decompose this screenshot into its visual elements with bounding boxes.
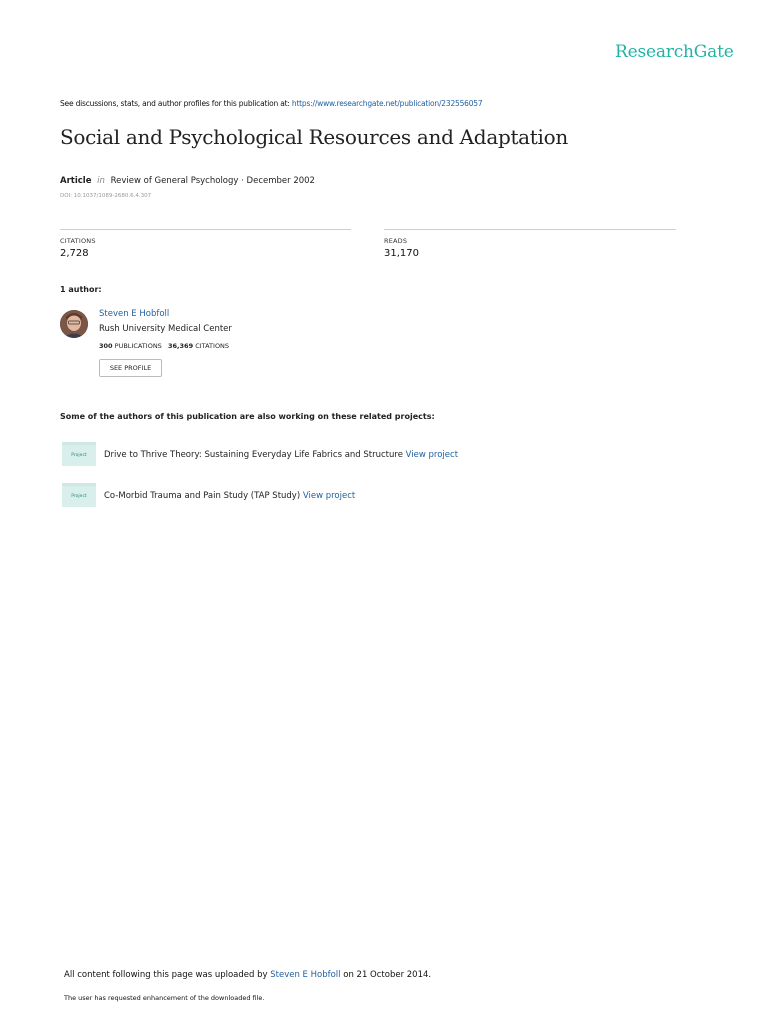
related-projects-heading: Some of the authors of this publication are also working on these related projects: bbox=[60, 412, 435, 421]
in-word: in bbox=[97, 176, 105, 186]
reads-divider bbox=[384, 229, 676, 230]
doi: DOI: 10.1037/1089-2680.6.4.307 bbox=[60, 193, 152, 199]
project-item bbox=[104, 491, 355, 501]
citations-divider bbox=[60, 229, 351, 230]
author-stats bbox=[99, 342, 229, 350]
avatar[interactable] bbox=[60, 310, 88, 338]
journal-date: Review of General Psychology · December 2002 bbox=[110, 176, 315, 186]
project-title: Co-Morbid Trauma and Pain Study (TAP Study) bbox=[104, 491, 301, 501]
authors-heading: 1 author: bbox=[60, 285, 102, 294]
author-photo-icon bbox=[60, 310, 88, 338]
view-project-link[interactable]: View project bbox=[302, 491, 356, 501]
publications-count: 300 bbox=[99, 342, 113, 350]
article-title: Social and Psychological Resources and Adaptation bbox=[60, 125, 568, 149]
project-thumbnail-icon[interactable] bbox=[62, 442, 96, 466]
upload-prefix: All content following this page was uploaded by bbox=[64, 970, 268, 980]
project-thumbnail-icon[interactable] bbox=[62, 483, 96, 507]
project-thumb-label: Project bbox=[71, 453, 87, 458]
view-project-link[interactable]: View project bbox=[405, 450, 459, 460]
citations-value: 2,728 bbox=[60, 248, 89, 259]
enhancement-note: The user has requested enhancement of the downloaded file. bbox=[64, 994, 265, 1002]
uploader-link[interactable]: Steven E Hobfoll bbox=[270, 970, 341, 980]
discussion-line bbox=[60, 99, 482, 108]
reads-label: READS bbox=[384, 237, 408, 245]
discussion-prefix: See discussions, stats, and author profiles for this publication at: bbox=[60, 99, 290, 108]
project-item bbox=[104, 450, 458, 460]
project-title: Drive to Thrive Theory: Sustaining Everyday Life Fabrics and Structure bbox=[104, 450, 403, 460]
author-citations-count: 36,369 bbox=[168, 342, 194, 350]
reads-value: 31,170 bbox=[384, 248, 419, 259]
publication-url-link[interactable]: https://www.researchgate.net/publication/232556057 bbox=[291, 99, 483, 108]
author-name-link[interactable]: Steven E Hobfoll bbox=[99, 309, 170, 319]
author-institution: Rush University Medical Center bbox=[99, 324, 232, 334]
project-thumb-label: Project bbox=[71, 494, 87, 499]
upload-note bbox=[64, 970, 431, 980]
article-meta bbox=[60, 176, 315, 186]
upload-suffix: on 21 October 2014. bbox=[343, 970, 432, 980]
publications-label: PUBLICATIONS bbox=[114, 342, 162, 350]
researchgate-logo[interactable]: ResearchGate bbox=[615, 42, 734, 62]
see-profile-button[interactable]: SEE PROFILE bbox=[99, 359, 162, 377]
author-citations-label: CITATIONS bbox=[195, 342, 230, 350]
citations-label: CITATIONS bbox=[60, 237, 96, 245]
article-type: Article bbox=[60, 176, 92, 186]
